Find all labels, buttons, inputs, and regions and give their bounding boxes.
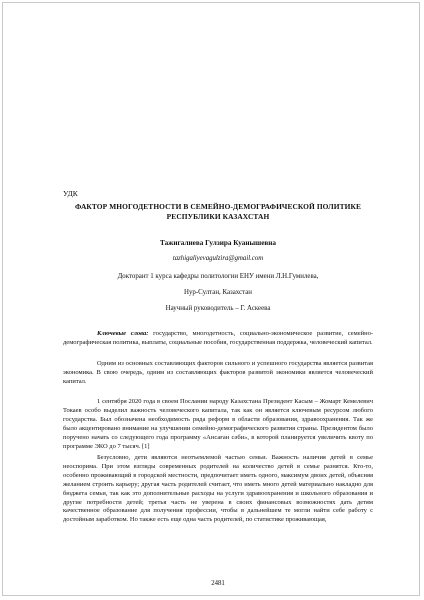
document-page — [2, 2, 420, 596]
author-name: Тажигалиева Гулзира Куанышевна — [159, 239, 277, 247]
paper-title: ФАКТОР МНОГОДЕТНОСТИ В СЕМЕЙНО-ДЕМОГРАФИЧЕСКОЙ ПОЛИТИКЕ РЕСПУБЛИКИ КАЗАХСТАН — [75, 202, 361, 221]
udk-label: УДК — [63, 189, 78, 198]
affiliation-line: Докторант 1 курса кафедры политологии ЕНУ имени Л.Н.Гумилева, — [117, 273, 319, 280]
body-paragraph-1: Одним из основных составляющих факторов сильного и успешного государства является развитая экономика. В свою очередь, одним из составляющих факторов развитой экономики является человеческий капитал. — [63, 360, 373, 385]
body-paragraph-3: Безусловно, дети являются неотъемлемой частью семьи. Важность наличия детей в семье неоспорима. При этом взгляды современных родителей на количество детей в семье разнятся. Кто-то, особенно проживающий в городской местности, предпочитает иметь одного, максимум двоих детей, объясняя желанием строить карьеру; другая часть родителей считает, что иметь много детей материально накладно для бюджета семьи, так как это дополнительные расходы на услуги здравоохранения и школьного образования и другие потребности детей; третья часть не уверена в своих финансовых возможностях дать детям качественное образование для получения профессии, чтобы в дальнейшем те могли найти себе работу с достойным заработком. Но также есть еще одна часть родителей, по статистике проживающая, — [63, 454, 373, 524]
keywords-label: Ключевые слова: — [97, 330, 149, 337]
body-paragraph-2: 1 сентября 2020 года в своем Послании народу Казахстана Президент Касым – Жомарт Кемелевич Токаев особо выделил важность человеческого капитала, так как он является ключевым ресурсом любого государства. Был обозначена необходимость ряда реформ в области образования, здравоохранения. Так же было акцентировано внимание на улучшении семейно-демографического развития страны. Президентом было поручено начать со следующего года программу «Ансаған сәби», в которой планируется увеличить квоту по программе ЭКО до 7 тысяч. [1] — [63, 398, 373, 450]
affiliation — [63, 269, 373, 317]
affiliation-line: Нур-Султан, Казахстан — [184, 289, 252, 296]
page-number: 2481 — [211, 580, 225, 587]
affiliation-line: Научный руководитель – Г. Аскеева — [165, 305, 271, 312]
author-email: tazhigaliyevagulzira@gmail.com — [172, 255, 264, 262]
keywords-paragraph — [63, 330, 373, 348]
keywords-text: государство, многодетность, социально-экономическое развитие, семейно-демографическая политика, выплаты, социальные пособия, государственная поддержка, человеческий капитал. — [63, 330, 374, 346]
